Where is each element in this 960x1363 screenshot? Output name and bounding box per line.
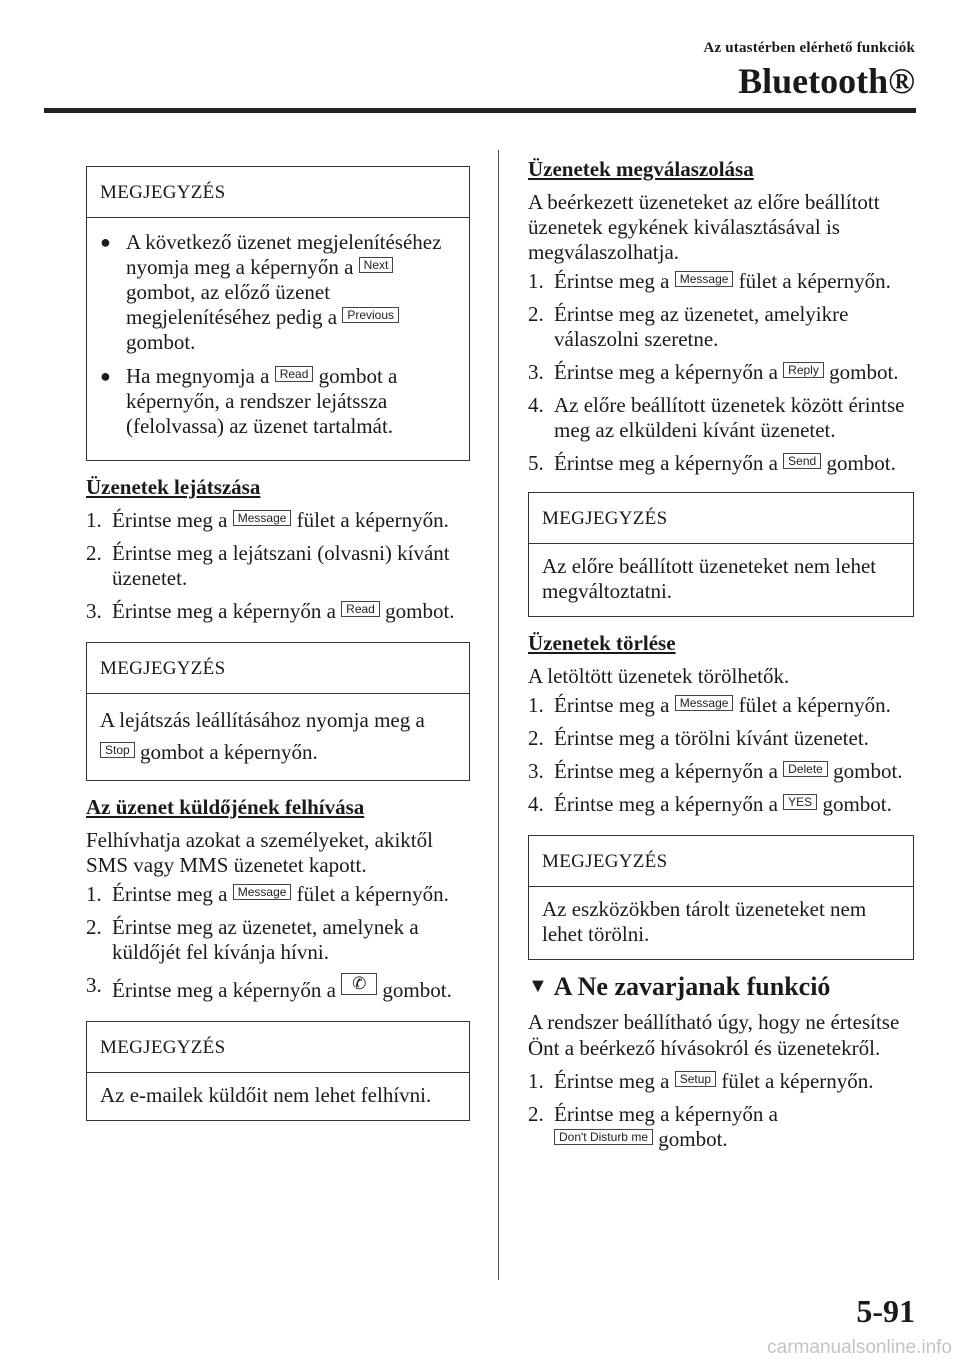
note-body: Az e-mailek küldőit nem lehet felhívni. [100, 1083, 432, 1107]
watermark: carmanualsonline.info [767, 1337, 952, 1358]
next-button-icon: Next [359, 257, 394, 273]
section-heading: Az üzenet küldőjének felhívása [86, 795, 365, 819]
note-body: Az előre beállított üzeneteket nem lehet megváltoztatni. [542, 554, 877, 603]
note-box [86, 166, 470, 461]
step-item: 1. Érintse meg a Message fület a képernyőn. [86, 508, 449, 532]
step-item: 3. Érintse meg a képernyőn a ✆ gombot. [86, 973, 452, 1002]
column-divider [498, 150, 499, 1280]
step-item: 1. Érintse meg a Message fület a képernyőn. [86, 882, 449, 906]
step-item: 3. Érintse meg a képernyőn a Read gombot. [86, 599, 455, 623]
step-item: 2. Érintse meg a törölni kívánt üzenetet. [528, 726, 869, 750]
section-heading: Üzenetek lejátszása [86, 475, 261, 499]
phone-call-icon: ✆ [341, 973, 377, 995]
previous-button-icon: Previous [342, 307, 399, 323]
note-heading: MEGJEGYZÉS [87, 1022, 469, 1073]
step-item: 3. Érintse meg a képernyőn a Reply gombot. [528, 360, 899, 384]
paragraph: A rendszer beállítható úgy, hogy ne értesítse Önt a beérkező hívásokról és üzenetekről. [528, 1010, 900, 1060]
message-tab-icon: Message [675, 695, 734, 711]
message-tab-icon: Message [233, 510, 292, 526]
note-bullet: ● Ha megnyomja a Read gombot a képernyőn, a rendszer lejátssza (felolvassa) az üzenet tartalmát. [100, 364, 398, 438]
yes-button-icon: YES [783, 794, 817, 810]
note-box [528, 492, 914, 617]
note-heading: MEGJEGYZÉS [87, 167, 469, 218]
bullet-dot-icon: ● [100, 366, 111, 386]
send-button-icon: Send [783, 453, 821, 469]
section-heading: Üzenetek törlése [528, 631, 676, 655]
note-box [528, 835, 914, 960]
step-item: 1. Érintse meg a Message fület a képernyőn. [528, 693, 891, 717]
note-body: A lejátszás leállításához nyomja meg a Stop gombot a képernyőn. [100, 708, 425, 764]
read-button-icon: Read [275, 366, 314, 382]
step-item: 1. Érintse meg a Message fület a képernyőn. [528, 269, 891, 293]
message-tab-icon: Message [675, 271, 734, 287]
note-body [87, 218, 469, 460]
main-section-heading: ▼ A Ne zavarjanak funkció [528, 972, 831, 1001]
note-heading: MEGJEGYZÉS [87, 643, 469, 694]
page-number: 5-91 [856, 1293, 915, 1329]
note-heading: MEGJEGYZÉS [529, 836, 913, 887]
message-tab-icon: Message [233, 884, 292, 900]
step-item: 2. Érintse meg a képernyőn a Don't Disturb me gombot. [528, 1102, 778, 1151]
bullet-dot-icon: ● [100, 232, 111, 252]
step-item: 2. Érintse meg az üzenetet, amelyikre válaszolni szeretne. [528, 302, 849, 351]
step-item: 2. Érintse meg a lejátszani (olvasni) kívánt üzenetet. [86, 541, 450, 590]
note-box [86, 642, 470, 781]
triangle-marker-icon: ▼ [528, 975, 548, 997]
note-heading: MEGJEGYZÉS [529, 493, 913, 544]
dont-disturb-button-icon: Don't Disturb me [554, 1129, 653, 1145]
step-item: 5. Érintse meg a képernyőn a Send gombot. [528, 451, 896, 475]
right-column [528, 157, 914, 1160]
section-heading: Üzenetek megválaszolása [528, 157, 754, 181]
reply-button-icon: Reply [783, 362, 824, 378]
note-bullet: ● A következő üzenet megjelenítéséhez nyomja meg a képernyőn a Next gombot, az előző üzenet megjelenítéséhez pedig a Previous gombot. [100, 230, 442, 354]
setup-tab-icon: Setup [675, 1071, 716, 1087]
paragraph: Felhívhatja azokat a személyeket, akiktől SMS vagy MMS üzenetet kapott. [86, 828, 433, 877]
paragraph: A beérkezett üzeneteket az előre beállított üzenetek egykének kiválasztásával is megválaszolhatja. [528, 190, 880, 264]
step-item: 3. Érintse meg a képernyőn a Delete gombot. [528, 759, 903, 783]
step-item: 2. Érintse meg az üzenetet, amelynek a küldőjét fel kívánja hívni. [86, 915, 419, 964]
step-item: 4. Az előre beállított üzenetek között érintse meg az elküldeni kívánt üzenetet. [528, 393, 905, 442]
paragraph: A letöltött üzenetek törölhetők. [528, 664, 790, 688]
delete-button-icon: Delete [783, 761, 828, 777]
note-box [86, 1021, 470, 1121]
section-subtitle: Az utastérben elérhető funkciók [703, 40, 915, 56]
stop-button-icon: Stop [100, 742, 135, 758]
left-column [86, 166, 470, 1135]
step-item: 1. Érintse meg a Setup fület a képernyőn. [528, 1069, 874, 1093]
read-button-icon: Read [341, 601, 380, 617]
step-item: 4. Érintse meg a képernyőn a YES gombot. [528, 792, 892, 816]
page-title: Bluetooth® [738, 61, 915, 101]
note-body: Az eszközökben tárolt üzeneteket nem lehet törölni. [542, 897, 867, 946]
header-rule [44, 108, 916, 113]
